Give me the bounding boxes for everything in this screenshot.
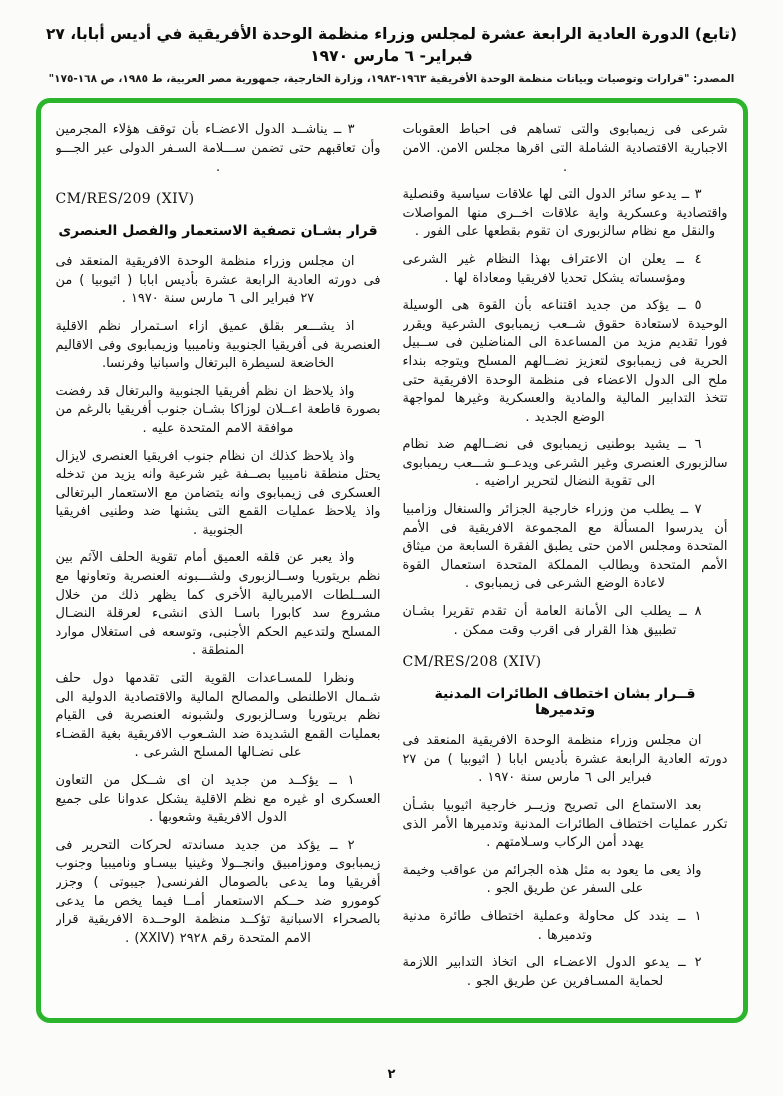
preamble-concern: اذ يشـــعر بقلق عميق ازاء اسـتمرار نظم الاقلية العنصرية فى أفريقيا الجنوبية وناميبيا وزيمبابوى وفى الاقاليم الخاضعة لسيطرة البرتغال واسبانيا وفرنسا. — [55, 318, 381, 372]
numbered-clause-3-continued: ٣ ــ يناشــد الدول الاعضـاء بأن توقف هؤلاء المجرمين وأن تعاقبهم حتى تضمن ســـلامة السـفر الدولى عبر الجـــو . — [55, 122, 381, 175]
page-header — [0, 0, 783, 85]
column-right — [403, 121, 728, 1008]
numbered-clause-2: ٢ ــ يدعو الدول الاعضـاء الى اتخاذ التدابير اللازمة لحماية المسـافرين عن طريق الجو . — [402, 955, 702, 989]
numbered-clause-5: ٥ ــ يؤكد من جديد اقتناعه بأن القوة هى الوسيلة الوحيدة لاستعادة حقوق شــعب زيمبابوى الشرعية ويقرر فورا تقديم مزيد من المساعدة الى المناضلين فى ســبيل الحرية فى زيمبابوى لتعزيز نضــالهم المسلح ويتوجه بنداء ملح الى الدول الاعضاء فى منظمة الوحدة الافريقية حتى تتخذ التدابير المالية والمادية والعسكرية وغيرها لمواجهة الوضع الجديد . — [402, 298, 728, 425]
preamble-statement: بعد الاستماع الى تصريح وزيــر خارجية اثيوبيا بشـأن تكرر عمليات اختطاف الطائرات المدنية وتدميرها الأمر الذى يهدد أمن الركاب وسـلامتهم . — [402, 798, 728, 851]
resolution-title-aircraft-hijacking: قــرار بشان اختطاف الطائرات المدنية وتدميرها — [434, 686, 696, 719]
page-number: ٢ — [387, 1067, 396, 1082]
numbered-clause-3: ٣ ــ يدعو سائر الدول التى لها علاقات سياسية وقنصلية واقتصادية وعسكرية واية علاقات اخــرى منها المواصلات والنقل مع نظام سالزبورى ان تقوم بقطعها على الفور . — [402, 187, 728, 240]
numbered-clause-8: ٨ ــ يطلب الى الأمانة العامة أن تقدم تقريرا بشـان تطبيق هذا القرار فى اقرب وقت ممكن . — [402, 604, 702, 638]
source-citation: المصدر: "قرارات وتوصيات وبيانات منظمة الوحدة الأفريقية ١٩٦٣-١٩٨٣، وزارة الخارجية، جمهورية مصر العربية، ط ١٩٨٥، ص ١٦٨-١٧٥" — [48, 73, 735, 86]
session-title: (تابع) الدورة العادية الرابعة عشرة لمجلس وزراء منظمة الوحدة الأفريقية في أديس أبابا، ٢٧ فبراير- ٦ مارس ١٩٧٠ — [45, 25, 738, 65]
column-left — [56, 121, 381, 1008]
preamble-session: ان مجلس وزراء منظمة الوحدة الافريقية المنعقد فى فى دورته العادية الرابعة عشرة بأديس ابابا ( اثيوبيا ) من ٢٧ فبراير الى ٦ مارس سنة ١٩٧٠ . — [55, 254, 381, 307]
paragraph-continuation: شرعى فى زيمبابوى والتى تساهم فى احباط العقوبات الاجبارية الاقتصادية الشاملة التى اقرها مجلس الامن. الامن . — [402, 122, 728, 175]
preamble-considering: ونظرا للمسـاعدات القوية التى تقدمها دول حلف شـمال الاطلنطى والمصالح المالية والاقتصادية الدولية الى نظم بريتوريا وسـالزبورى ولشبونه العنصرية فى القيام بعمليات القمع الشديدة ضد الشـعوب الافريقية بغية القضـاء على نضـالها المسلح الشرعى . — [55, 671, 381, 761]
resolution-ref-cm-res-208: CM/RES/208 (XIV) — [402, 654, 542, 671]
numbered-clause-1: ١ ــ يؤكــد من جديد ان اى شــكل من التعاون العسكرى او غيره مع نظم الاقلية يشكل عدوانا على جميع الدول الافريقية وشعوبها . — [55, 773, 381, 826]
green-border-box — [36, 98, 748, 1023]
numbered-clause-1: ١ ــ يندد كل محاولة وعملية اختطاف طائرة مدنية وتدميرها . — [402, 908, 702, 943]
preamble-noting: واذ يلاحظ ان نظم أفريقيا الجنوبية والبرتغال قد رفضت بصورة قاطعة اعــلان لوزاكا بشـان جنوب أفريقيا بالرغم من موافقة الامم المتحدة عليه . — [55, 383, 381, 436]
preamble-awareness: واذ يعى ما يعود به مثل هذه الجرائم من عواقب وخيمة على السفر عن طريق الجو . — [402, 862, 702, 897]
preamble-session: ان مجلس وزراء منظمة الوحدة الافريقية المنعقد فى دورته العادية الرابعة عشرة بأديس ابابا ( اثيوبيا ) من ٢٧ فبراير الى ٦ مارس سنة ١٩٧٠ . — [402, 733, 728, 786]
numbered-clause-2: ٢ ــ يؤكد من جديد مساندته لحركات التحرير فى زيمبابوى وموزامبيق وانجــولا وغينيا بيسـاو وناميبيا وجنوب أفريقيا وما يدعى بالصومال الفرنسى( جيبوتى ) وجزر كومورو ضد حــكم الاستعمار أمــا فيما يخص ما يدعى بالصحراء الاسبانية تؤكــد منظمة الوحــدة الافريقية قرار الامم المتحدة رقم ٢٩٢٨ (XXIV) . — [55, 837, 381, 946]
preamble-noting-further: واذ يلاحظ كذلك ان نظام جنوب افريقيا العنصرى لايزال يحتل منطقة ناميبيا بصــفة غير شرعية وانه يزيد من تدخله العسكرى فى زيمبابوى وانه يتضامن مع الاستعمار البرتغالى واذ يلاحظ عمليات القمع التى يشنها ضد وطنيى افريقيا الجنوبية . — [55, 448, 381, 538]
numbered-clause-6: ٦ ــ يشيد بوطنيى زيمبابوى فى نضــالهم ضد نظام سالزبورى العنصرى وغير الشرعى ويدعــو شـــعب ريمبابوى الى تقوية النضال لتحرير اراضيه . — [402, 437, 728, 490]
preamble-deep-concern: واذ يعبر عن قلقه العميق أمام تقوية الحلف الآثم بين نظم بريتوريا وســالزبورى ولشـــبونه العنصرية وتعاونها مع الســلطات الامبريالية الأخرى كما يظهر ذلك من خلال مشروع سد كابورا باسـا الذى انشىء لعرقلة النضـال المسلح ولتدعيم الحكم الأجنبى، وتوسعه فى استغلال موارد المنطقة . — [55, 550, 381, 659]
resolution-ref-cm-res-209: CM/RES/209 (XIV) — [55, 191, 195, 208]
numbered-clause-4: ٤ ــ يعلن ان الاعتراف بهذا النظام غير الشرعى ومؤسساته يشكل تحديا لافريقيا ومعاداة لها . — [402, 251, 702, 286]
resolution-title-decolonization-apartheid: قرار بشـان تصفية الاستعمار والفصل العنصرى — [58, 223, 378, 240]
numbered-clause-7: ٧ ــ يطلب من وزراء خارجية الجزائر والسنغال وزامبيا أن يدرسوا المسألة مع المجموعة الافريقية فى الأمم المتحدة ومجلس الامن حتى يطبق الفقرة السابعة من ميثاق الأمم المتحدة ويطالب المملكة المتحدة استعمال القوة لاعادة الوضع الشرعى فى زيمبابوى . — [402, 502, 728, 592]
